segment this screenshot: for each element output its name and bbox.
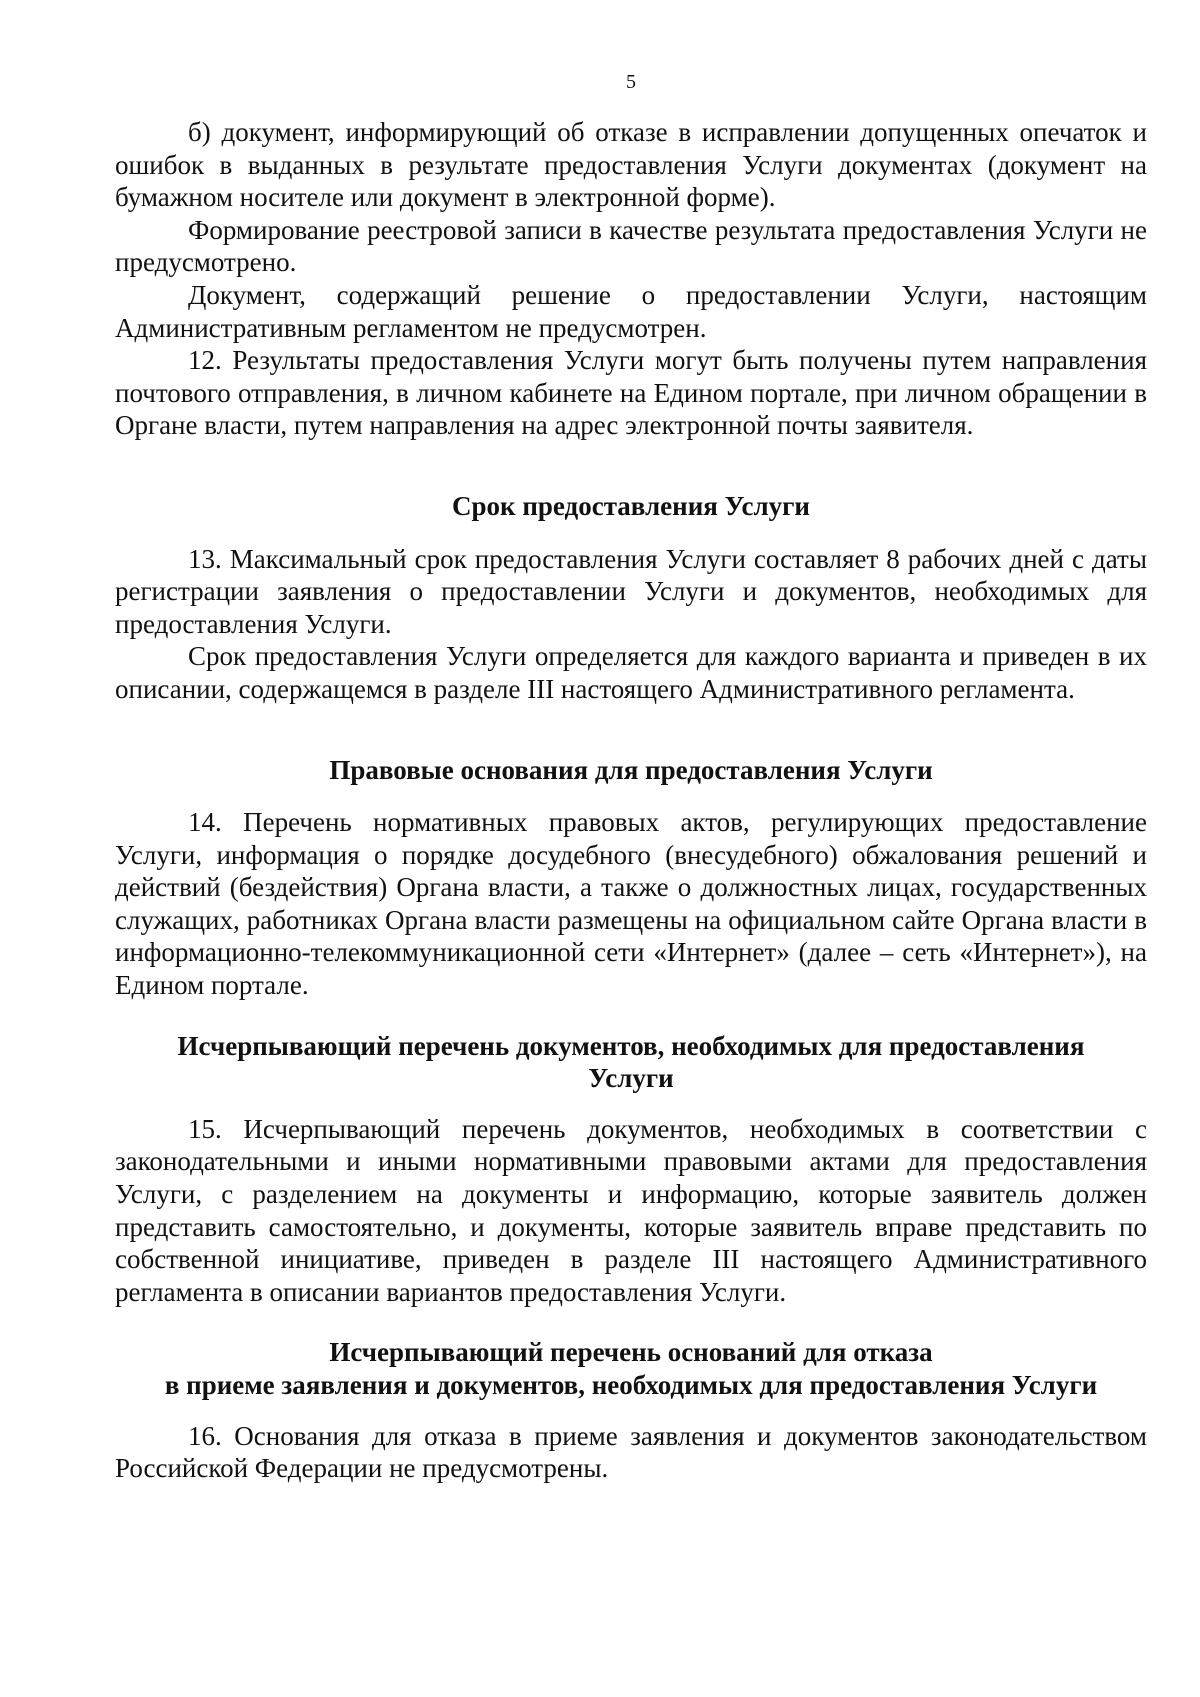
paragraph: 14. Перечень нормативных правовых актов, регулирующих предоставление Услуги, информация о порядке досудебного (внесудебного) обжалования решений и действий (бездействия) Органа власти, а также о должностных лицах, государственных служащих, работниках Органа власти размещены на официальном сайте Органа власти в информационно-телекоммуникационной сети «Интернет» (далее – сеть «Интернет»), на Едином портале. xyxy=(115,807,1147,1001)
section-heading-documents-line2: Услуги xyxy=(588,1063,674,1094)
page-number: 5 xyxy=(626,71,636,93)
section-heading-term: Срок предоставления Услуги xyxy=(452,490,810,521)
paragraph: 15. Исчерпывающий перечень документов, необходимых в соответствии с законодательными и иными нормативными правовыми актами для предоставления Услуги, с разделением на документы и информацию, которые заявитель должен представить самостоятельно, и документы, которые заявитель вправе представить по собственной инициативе, приведен в разделе III настоящего Административного регламента в описании вариантов предоставления Услуги. xyxy=(115,1113,1147,1307)
section-heading-legal: Правовые основания для предоставления Услуги xyxy=(329,754,933,785)
section-heading-refusal-line1: Исчерпывающий перечень оснований для отказа xyxy=(329,1337,933,1368)
paragraph: Срок предоставления Услуги определяется для каждого варианта и приведен в их описании, содержащемся в разделе III настоящего Административного регламента. xyxy=(115,641,1147,704)
paragraph: б) документ, информирующий об отказе в исправлении допущенных опечаток и ошибок в выданных в результате предоставления Услуги документах (документ на бумажном носителе или документ в электронной форме). xyxy=(115,117,1147,213)
section-heading-refusal xyxy=(115,1336,1147,1401)
paragraph: 16. Основания для отказа в приеме заявления и документов законодательством Российской Федерации не предусмотрены. xyxy=(115,1420,1147,1484)
section-heading-refusal-line2: в приеме заявления и документов, необходимых для предоставления Услуги xyxy=(164,1370,1098,1400)
paragraph: 12. Результаты предоставления Услуги могут быть получены путем направления почтового отправления, в личном кабинете на Едином портале, при личном обращении в Органе власти, путем направления на адрес электронной почты заявителя. xyxy=(115,345,1147,441)
paragraph: Документ, содержащий решение о предоставлении Услуги, настоящим Административным регламентом не предусмотрен. xyxy=(115,279,1147,343)
paragraph: 13. Максимальный срок предоставления Услуги составляет 8 рабочих дней с даты регистрации заявления о предоставлении Услуги и документов, необходимых для предоставления Услуги. xyxy=(115,543,1147,639)
paragraph: Формирование реестровой записи в качестве результата предоставления Услуги не предусмотрено. xyxy=(115,214,1147,278)
section-heading-documents-line1: Исчерпывающий перечень документов, необходимых для предоставления xyxy=(177,1030,1085,1061)
section-heading-documents xyxy=(115,1030,1147,1095)
